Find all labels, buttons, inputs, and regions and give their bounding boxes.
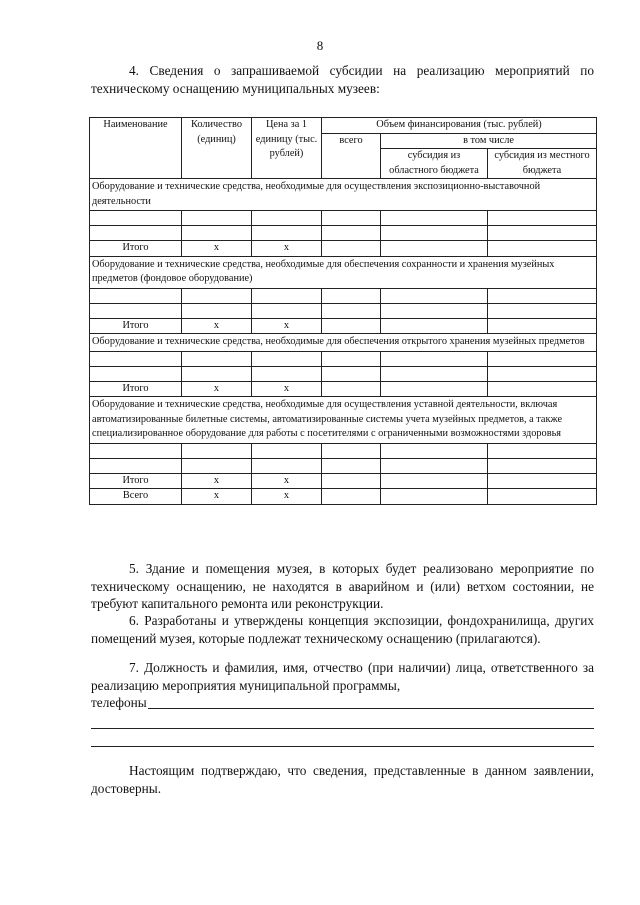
subtotal-label: Итого [90, 473, 182, 489]
paragraph-5: 5. Здание и помещения музея, в которых будет реализовано мероприятие по техническому оснащению, не находятся в аварийном и (или) ветхом состоянии, не требуют капитального ремонта или реконструкции. [91, 561, 594, 611]
table-row [90, 303, 597, 318]
grand-total-label: Всего [90, 489, 182, 505]
fill-line [91, 728, 594, 729]
x-mark: х [182, 473, 252, 489]
page-number: 8 [316, 38, 324, 53]
header-including: в том числе [381, 133, 597, 149]
table-row [90, 226, 597, 241]
header-unit-price: Цена за 1 единицу (тыс. рублей) [252, 118, 322, 179]
subtotal-label: Итого [90, 241, 182, 257]
header-total: всего [322, 133, 381, 179]
fill-line [91, 746, 594, 747]
header-funding: Объем финансирования (тыс. рублей) [322, 118, 597, 134]
x-mark: х [252, 318, 322, 334]
table-row [90, 366, 597, 381]
table-row [90, 458, 597, 473]
subtotal-label: Итого [90, 381, 182, 397]
x-mark: х [252, 381, 322, 397]
section-title: Оборудование и технические средства, необходимые для осуществления экспозиционно-выставочной деятельности [90, 179, 597, 211]
subtotal-label: Итого [90, 318, 182, 334]
confirmation-text: Настоящим подтверждаю, что сведения, представленные в данном заявлении, достоверны. [91, 763, 594, 796]
section-heading: 4. Сведения о запрашиваемой субсидии на реализацию мероприятий по техническому оснащению муниципальных музеев: [91, 63, 594, 96]
paragraph-6: 6. Разработаны и утверждены концепция экспозиции, фондохранилища, других помещений музея, которые подлежат техническому оснащению (прилагаются). [91, 613, 594, 646]
phones-label: телефоны [91, 695, 147, 710]
x-mark: х [252, 241, 322, 257]
subsidy-table [89, 117, 597, 505]
phones-row [91, 694, 594, 712]
x-mark: х [182, 489, 252, 505]
header-name: Наименование [90, 118, 182, 179]
section-title: Оборудование и технические средства, необходимые для обеспечения открытого хранения музейных предметов [90, 334, 597, 352]
header-quantity: Количество (единиц) [182, 118, 252, 179]
subtotal-row [90, 473, 597, 489]
x-mark: х [252, 489, 322, 505]
table-row [90, 288, 597, 303]
table-row [90, 211, 597, 226]
section-title: Оборудование и технические средства, необходимые для обеспечения сохранности и хранения музейных предметов (фондовое оборудование) [90, 256, 597, 288]
subtotal-row [90, 318, 597, 334]
table-row [90, 443, 597, 458]
header-regional-subsidy: субсидия из областного бюджета [381, 149, 488, 179]
paragraph-7: 7. Должность и фамилия, имя, отчество (при наличии) лица, ответственного за реализацию мероприятия муниципальной программы, [91, 660, 594, 693]
subtotal-row [90, 381, 597, 397]
subtotal-row [90, 241, 597, 257]
x-mark: х [182, 318, 252, 334]
header-local-subsidy: субсидия из местного бюджета [488, 149, 597, 179]
grand-total-row [90, 489, 597, 505]
x-mark: х [252, 473, 322, 489]
table-row [90, 351, 597, 366]
x-mark: х [182, 241, 252, 257]
x-mark: х [182, 381, 252, 397]
phones-fill-line [148, 694, 594, 709]
section-title: Оборудование и технические средства, необходимые для осуществления уставной деятельности, включая автоматизированные билетные системы, автоматизированные системы учета музейных предметов, а также специализированное оборудование для работы с посетителями с ограниченными возможностями здоровья [90, 397, 597, 444]
